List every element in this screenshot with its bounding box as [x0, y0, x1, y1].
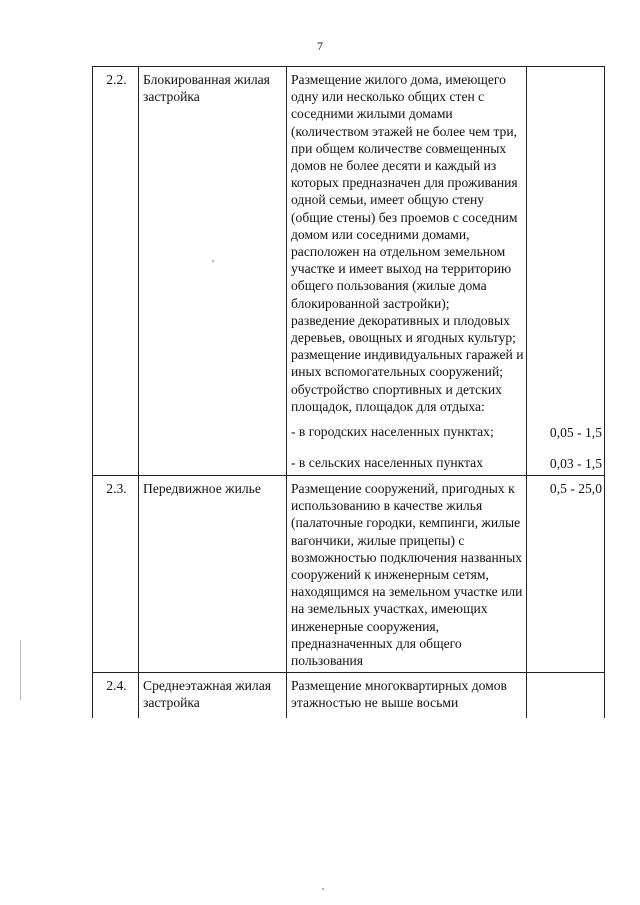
table-row	[93, 475, 605, 672]
plot-area-range	[527, 67, 605, 476]
table-row	[93, 673, 605, 719]
area-value: 0,05 - 1,5	[549, 424, 602, 440]
description-paragraph: обустройство спортивных и детских площадок, площадок для отдыха:	[291, 381, 502, 414]
description-paragraph: Размещение сооружений, пригодных к использованию в качестве жилья (палаточные городки, кемпинги, жилые вагончики, жилые прицепы) с возможностью подключения названных сооружений к инженерным сетям, находящимся на земельном участке или на земельных участках, имеющих инженерные сооружения, предназначенных для общего пользования	[291, 480, 523, 668]
land-use-name: Среднеэтажная жилая застройка	[139, 673, 287, 719]
land-use-description	[287, 475, 527, 672]
sub-item-text: - в сельских населенных пунктах	[291, 455, 484, 471]
row-number: 2.3.	[93, 475, 139, 672]
land-use-table	[92, 66, 605, 718]
scan-speck	[212, 260, 214, 262]
land-use-description	[287, 673, 527, 719]
area-value: 0,03 - 1,5	[549, 455, 602, 471]
plot-area-range	[527, 673, 605, 719]
description-paragraph: разведение декоративных и плодовых деревьев, овощных и ягодных культур;	[291, 312, 516, 346]
description-paragraph: Размещение жилого дома, имеющего одну или несколько общих стен с соседними жилыми домами (количеством этажей не более чем три, при общем количестве совмещенных домов не более десяти и каждый из которых предназначен для проживания одной семьи, имеет общую стену (общие стены) без проемов с соседним домом или соседними домами, расположен на отдельном земельном участке и имеет выход на территорию общего пользования (жилые дома блокированной застройки);	[291, 72, 518, 311]
plot-area-range: 0,5 - 25,0	[527, 475, 605, 672]
land-use-description	[287, 67, 527, 476]
row-number: 2.4.	[93, 673, 139, 719]
page-number: 7	[317, 39, 323, 53]
row-number: 2.2.	[93, 67, 139, 476]
land-use-name: Блокированная жилая застройка	[139, 67, 287, 476]
area-spacer	[531, 71, 602, 424]
sub-item-text: - в городских населенных пунктах;	[291, 424, 494, 440]
scan-margin-mark	[20, 640, 21, 700]
land-use-name: Передвижное жилье	[139, 475, 287, 672]
description-paragraph: Размещение многоквартирных домов этажностью не выше восьми	[291, 678, 507, 711]
table-row	[93, 67, 605, 476]
scan-speck	[322, 888, 324, 890]
description-paragraph: размещение индивидуальных гаражей и иных вспомогательных сооружений;	[291, 347, 524, 380]
